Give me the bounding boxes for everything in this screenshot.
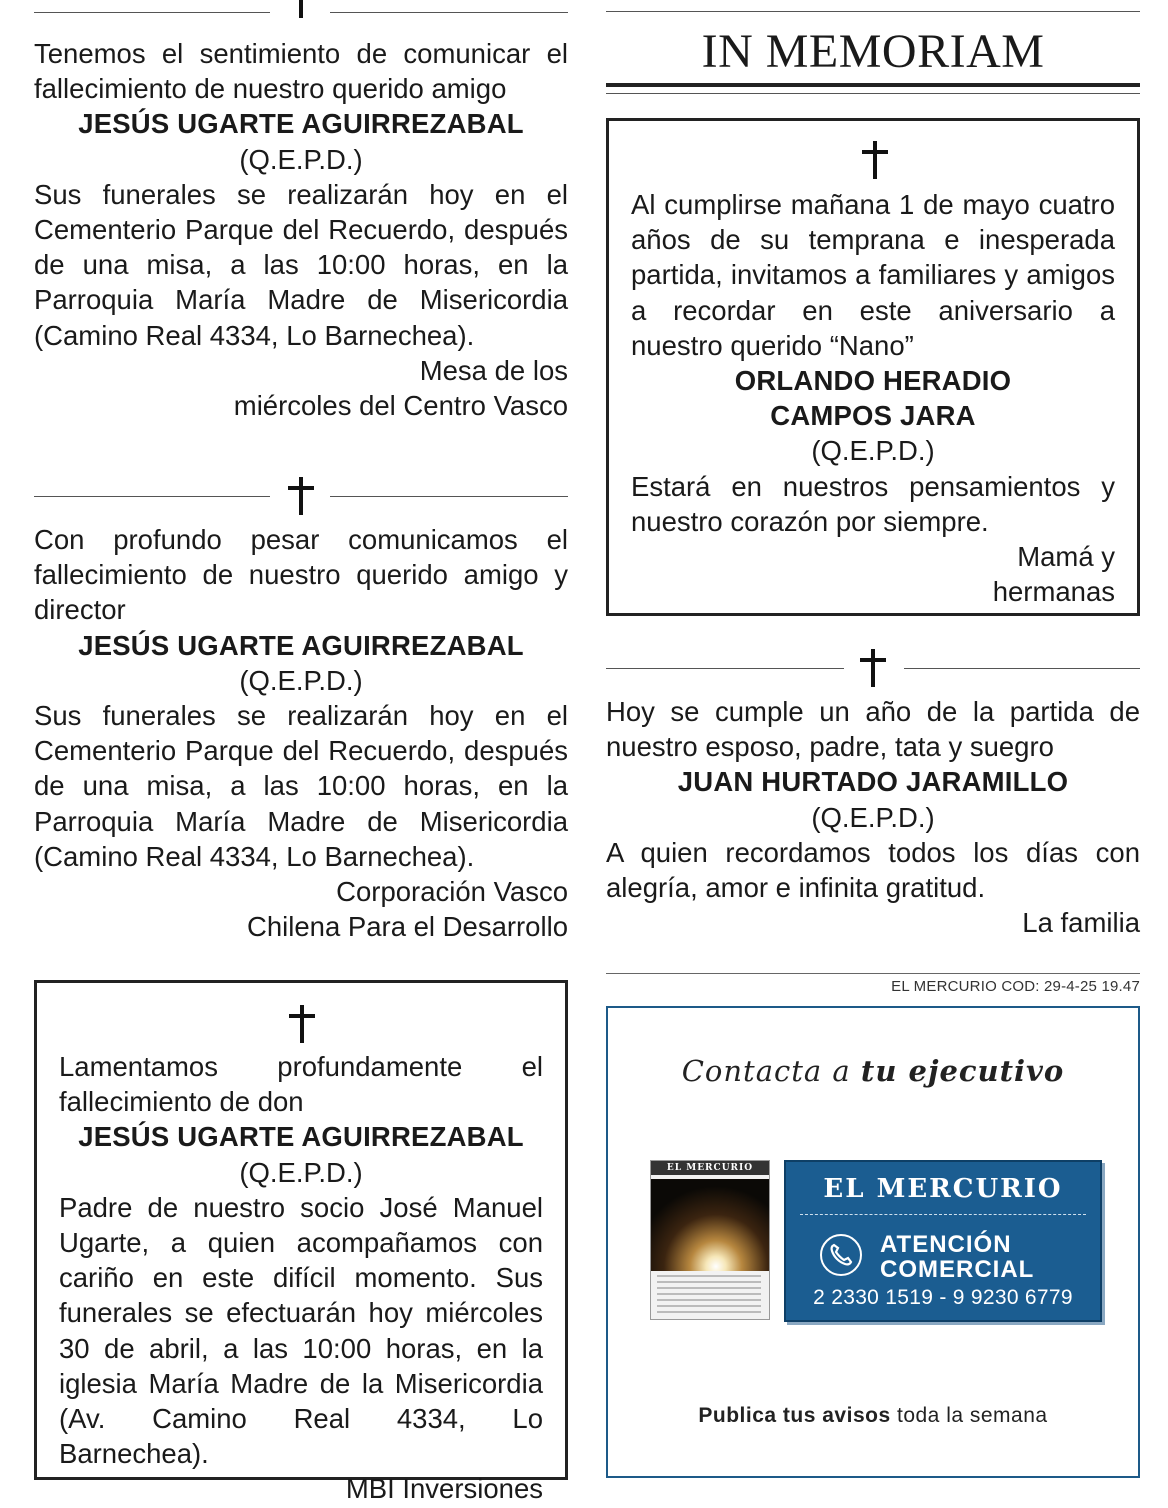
deceased-name: JUAN HURTADO JARAMILLO <box>677 766 1069 798</box>
contacta-bold: tu ejecutivo <box>860 1054 1065 1088</box>
deceased-name: JESÚS UGARTE AGUIRREZABAL <box>78 108 524 140</box>
deceased-name-line-1: ORLANDO HERADIO <box>734 365 1012 397</box>
thumbnail-text-lines <box>657 1275 761 1315</box>
obit-intro: Hoy se cumple un año de la partida de nuestro esposo, padre, tata y suegro <box>606 696 1140 763</box>
advertisement-box[interactable] <box>606 1006 1140 1478</box>
atencion-comercial-label <box>880 1232 1034 1282</box>
cross-icon <box>288 0 314 18</box>
obituary-notice-4 <box>606 694 1140 940</box>
phone-icon <box>820 1234 862 1276</box>
phone-numbers[interactable]: 2 2330 1519 - 9 9230 6779 <box>813 1286 1073 1309</box>
signature-line-1: Mesa de los <box>419 354 568 386</box>
cross-icon <box>288 477 314 515</box>
obituary-notice-2 <box>34 522 568 944</box>
footer-rule <box>606 973 1140 974</box>
deceased-name: JESÚS UGARTE AGUIRREZABAL <box>78 629 524 661</box>
qepd-label: (Q.E.P.D.) <box>811 435 935 467</box>
atencion-comercial-card[interactable] <box>784 1160 1102 1322</box>
signature-line-1: La familia <box>1022 907 1140 939</box>
publica-rest: toda la semana <box>896 1404 1048 1427</box>
obituary-notice-3-box <box>34 980 568 1505</box>
divider-rule <box>34 12 270 13</box>
divider-rule <box>34 496 270 497</box>
signature-line-1: Mamá y <box>1017 541 1115 573</box>
obituary-notice-3 <box>59 1049 543 1507</box>
atencion-line-2: COMERCIAL <box>880 1256 1035 1283</box>
atencion-line-1: ATENCIÓN <box>880 1231 1012 1258</box>
qepd-label: (Q.E.P.D.) <box>239 1156 363 1188</box>
memoriam-intro: Al cumplirse mañana 1 de mayo cuatro años de su temprana e inesperada partida, invitamos a familiares y amigos a recordar en este aniversario a nuestro querido “Nano” <box>631 189 1115 361</box>
brand-name: EL MERCURIO <box>823 1174 1063 1204</box>
obit-intro: Lamentamos profundamente el fallecimiento de don <box>59 1051 543 1118</box>
contacta-pre: Contacta a <box>681 1054 851 1088</box>
obituary-notice-1 <box>34 36 568 423</box>
publication-code: EL MERCURIO COD: 29-4-25 19.47 <box>891 978 1140 995</box>
memoriam-notice <box>631 187 1115 609</box>
publica-bold: Publica tus avisos <box>698 1404 891 1427</box>
header-rule-thin <box>606 93 1140 94</box>
cross-icon <box>860 649 886 687</box>
thumbnail-masthead: EL MERCURIO <box>651 1161 769 1175</box>
obit-body: A quien recordamos todos los días con alegría, amor e infinita gratitud. <box>606 836 1140 904</box>
thumbnail-photo <box>651 1179 769 1271</box>
qepd-label: (Q.E.P.D.) <box>811 801 935 833</box>
obit-intro: Con profundo pesar comunicamos el fallecimiento de nuestro querido amigo y director <box>34 524 568 626</box>
cross-divider-right <box>606 648 1140 688</box>
memoriam-box <box>606 118 1140 616</box>
divider-rule <box>904 668 1140 669</box>
header-rule-top <box>606 11 1140 12</box>
signature-line-2: hermanas <box>992 576 1115 608</box>
signature-line-2: miércoles del Centro Vasco <box>233 390 568 422</box>
obit-body: Sus funerales se realizarán hoy en el Cementerio Parque del Recuerdo, después de una misa, a las 10:00 horas, en la Parroquia María Madre de Misericordia (Camino Real 4334, Lo Barnechea). <box>34 178 568 351</box>
qepd-label: (Q.E.P.D.) <box>239 143 363 175</box>
cross-divider-left-2 <box>34 476 568 516</box>
signature-line-2: Chilena Para el Desarrollo <box>247 911 568 943</box>
cross-icon <box>862 141 888 179</box>
deceased-name-line-2: CAMPOS JARA <box>770 400 976 432</box>
obit-body: Sus funerales se realizarán hoy en el Cementerio Parque del Recuerdo, después de una misa, a las 10:00 horas, en la Parroquia María Madre de Misericordia (Camino Real 4334, Lo Barnechea). <box>34 700 568 872</box>
header-rule-thick <box>606 83 1140 87</box>
divider-rule <box>330 12 568 13</box>
cross-icon <box>289 1005 315 1043</box>
cross-divider-top-left <box>34 0 568 32</box>
publica-tagline <box>608 1404 1138 1428</box>
signature-line-1: MBI Inversiones <box>345 1473 543 1505</box>
qepd-label: (Q.E.P.D.) <box>239 664 363 696</box>
obit-intro: Tenemos el sentimiento de comunicar el fallecimiento de nuestro querido amigo <box>34 38 568 105</box>
memoriam-body: Estará en nuestros pensamientos y nuestro corazón por siempre. <box>631 470 1115 537</box>
deceased-name: JESÚS UGARTE AGUIRREZABAL <box>78 1121 524 1153</box>
divider-rule <box>606 668 844 669</box>
obit-body: Padre de nuestro socio José Manuel Ugarte, a quien acompañamos con cariño en este difícil momento. Sus funerales se efectuarán hoy miércoles 30 de abril, a las 10:00 horas, en la iglesia María Madre de la Misericordia (Av. Camino Real 4334, Lo Barnechea). <box>59 1191 543 1470</box>
dashed-divider <box>800 1214 1086 1215</box>
signature-line-1: Corporación Vasco <box>336 876 568 908</box>
in-memoriam-title: IN MEMORIAM <box>701 25 1045 78</box>
newspaper-thumbnail <box>650 1160 770 1320</box>
divider-rule <box>330 496 568 497</box>
contacta-headline <box>608 1054 1138 1088</box>
